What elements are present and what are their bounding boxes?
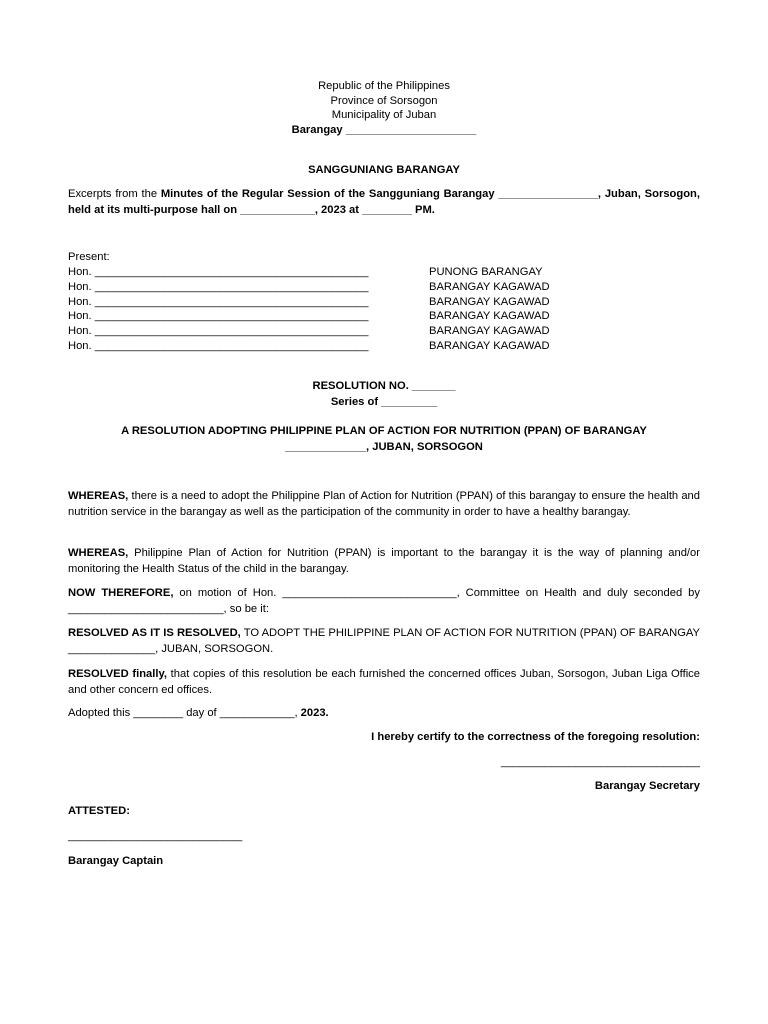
official-name: Hon. ____________________________________________ xyxy=(68,340,369,352)
excerpt-paragraph: Excerpts from the Minutes of the Regular Session of the Sangguniang Barangay ________________, Juban, Sorsogon, held at its multi-purpose hall on ____________, 2023 at ________ PM. xyxy=(68,188,700,216)
official-position: BARANGAY KAGAWAD xyxy=(429,296,550,308)
header-municipality: Municipality of Juban xyxy=(331,109,437,122)
resolution-heading xyxy=(0,379,768,410)
resolved-finally-clause: RESOLVED finally, that copies of this resolution be each furnished the concerned offices Juban, Sorsogon, Juban Liga Office and other concern ed offices. xyxy=(68,668,700,696)
official-position: BARANGAY KAGAWAD xyxy=(429,310,550,322)
captain-title: Barangay Captain xyxy=(68,855,164,867)
present-row xyxy=(68,325,688,340)
official-position: PUNONG BARANGAY xyxy=(429,266,543,278)
present-row xyxy=(68,266,688,281)
header-country: Republic of the Philippines xyxy=(318,80,450,92)
whereas-clause-2: WHEREAS, Philippine Plan of Action for Nutrition (PPAN) is important to the barangay it is the way of planning and/or monitoring the Health Status of the child in the barangay. xyxy=(68,547,700,575)
resolution-title: A RESOLUTION ADOPTING PHILIPPINE PLAN OF ACTION FOR NUTRITION (PPAN) OF BARANGAY _____________, JUBAN, SORSOGON xyxy=(121,425,647,453)
certification-statement: I hereby certify to the correctness of the foregoing resolution: xyxy=(371,731,700,743)
secretary-title: Barangay Secretary xyxy=(594,780,700,792)
present-label: Present: xyxy=(68,251,110,263)
adopted-line: Adopted this ________ day of ____________, 2023. xyxy=(68,707,329,719)
official-position: BARANGAY KAGAWAD xyxy=(429,325,550,337)
resolution-number: RESOLUTION NO. _______ xyxy=(312,380,456,392)
present-row xyxy=(68,340,688,355)
present-row xyxy=(68,310,688,325)
official-name: Hon. ____________________________________________ xyxy=(68,266,369,278)
council-title: SANGGUNIANG BARANGAY xyxy=(308,164,460,176)
official-name: Hon. ____________________________________________ xyxy=(68,310,369,322)
captain-signature-line: ____________________________ xyxy=(68,830,243,842)
header-barangay: Barangay _____________________ xyxy=(291,123,477,136)
now-therefore-clause: NOW THEREFORE, on motion of Hon. ____________________________, Committee on Health and duly seconded by _________________________, so be it: xyxy=(68,587,700,615)
resolved-clause: RESOLVED AS IT IS RESOLVED, TO ADOPT THE PHILIPPINE PLAN OF ACTION FOR NUTRITION (PPAN) OF BARANGAY ______________, JUBAN, SORSOGON. xyxy=(68,627,700,655)
letterhead xyxy=(0,79,768,137)
resolution-series: Series of _________ xyxy=(330,395,438,408)
present-row xyxy=(68,296,688,311)
official-name: Hon. ____________________________________________ xyxy=(68,325,369,337)
present-row xyxy=(68,281,688,296)
whereas-clause-1: WHEREAS, there is a need to adopt the Philippine Plan of Action for Nutrition (PPAN) of this barangay to ensure the health and nutrition service in the barangay as well as the participation of the community in order to have a healthy barangay. xyxy=(68,490,700,518)
official-name: Hon. ____________________________________________ xyxy=(68,281,369,293)
official-position: BARANGAY KAGAWAD xyxy=(429,340,550,352)
header-province: Province of Sorsogon xyxy=(330,94,438,107)
secretary-signature-line: ________________________________ xyxy=(500,756,700,768)
attested-label: ATTESTED: xyxy=(68,805,130,817)
official-position: BARANGAY KAGAWAD xyxy=(429,281,550,293)
official-name: Hon. ____________________________________________ xyxy=(68,296,369,308)
